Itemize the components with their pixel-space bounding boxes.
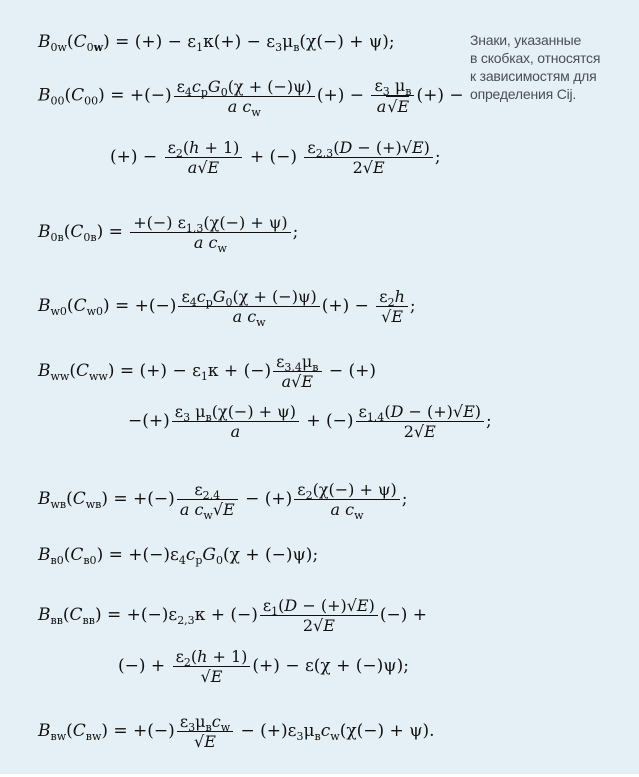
equation-bv0: $B_{в0}(C_{в0}) = +(-)\varepsilon_4c_pG_0(\chi + (-)\psi)$; [38, 545, 319, 567]
note-line: к зависимостям для [470, 68, 597, 84]
note-line: определения Cij. [470, 86, 577, 102]
equation-b00: $B_{00}(C_{00})$ = +(−) $\frac{\varepsilon_4c_pG_0(\chi + (-)\psi)}{a c_w}$ (+) − $\frac{\varepsilon_3 \mu_в}{a√E}$ (+) − [38, 76, 464, 119]
equation-bvw: $B_{вw}(C_{вw})$ = +(−) $\frac{\varepsilon_3\mu_вc_w}{√E}$ − $(+)\varepsilon_3\mu_вc_w(\chi(-) + \psi)$. [38, 712, 435, 751]
note-line: в скобках, относятся [470, 50, 601, 66]
equation-bw0: $B_{w0}(C_{w0})$ = +(−) $\frac{\varepsilon_4c_pG_0(\chi + (-)\psi)}{a c_w}$ (+) − $\frac{\varepsilon_2h}{√E}$ ; [38, 287, 416, 329]
equation-bww: $B_{ww}(C_{ww})$ = (+) − $\varepsilon_1\kappa$ + (−) $\frac{\varepsilon_{3,4}\mu_в}{a√E}$ − (+) [38, 352, 377, 391]
equation-b0v: $B_{0в}(C_{0в})$ = $\frac{+(-) \varepsilon_{1,3}(\chi(-) + \psi)}{a c_w}$ ; [38, 213, 299, 255]
note-line: Знаки, указанные [470, 32, 582, 48]
equation-bvv: $B_{вв}(C_{вв}) = +(-)\varepsilon_{2,3}\kappa$ + (−) $\frac{\varepsilon_1(D - (+)√E)}{2√E}$ (−) + [38, 596, 428, 635]
equation-bwv: $B_{wв}(C_{wв})$ = +(−) $\frac{\varepsilon_{2,4}}{a c_w√E}$ − (+) $\frac{\varepsilon_2(\chi(-) + \psi)}{a c_w}$ ; [38, 480, 408, 522]
side-note [470, 31, 630, 103]
equation-b0w: $B_{0w}(C_{0w})$ = (+) − $\varepsilon_1\kappa(+) - \varepsilon_3\mu_в(\chi(-) + \psi)$; [38, 32, 395, 54]
equation-b00-cont: (+) − $\frac{\varepsilon_2(h + 1)}{a√E}$ + (−) $\frac{\varepsilon_{2,3}(D - (+)√E)}{2√E}$ ; [110, 138, 441, 177]
equation-bww-cont: −(+) $\frac{\varepsilon_3 \mu_в(\chi(-) + \psi)}{a}$ + (−) $\frac{\varepsilon_{1,4}(D - (+)√E)}{2√E}$ ; [128, 402, 492, 441]
equation-bvv-cont: (−) + $\frac{\varepsilon_2(h + 1)}{√E}$ (+) − ε(χ + (−)ψ); [118, 647, 409, 686]
